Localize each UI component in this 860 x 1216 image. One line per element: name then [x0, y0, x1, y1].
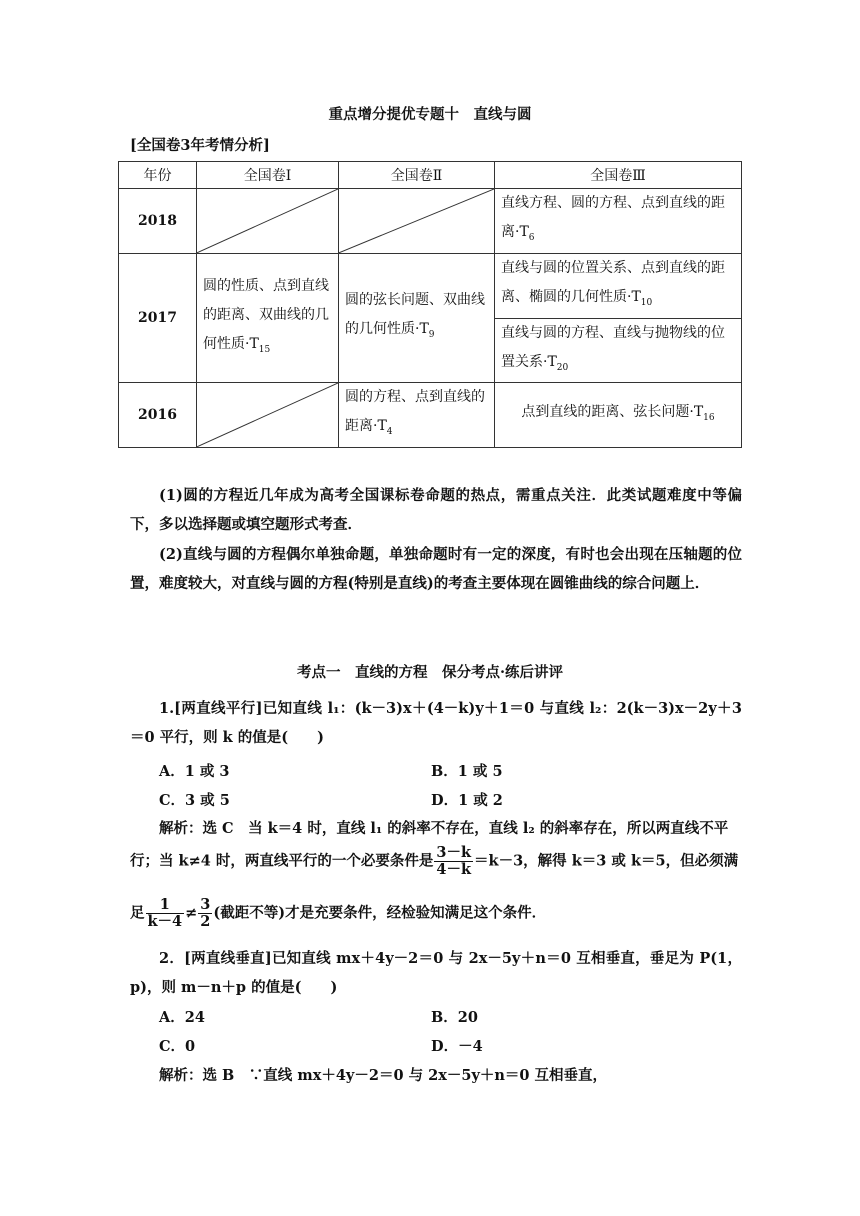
q2-option-d: D．－4 — [431, 1038, 483, 1055]
q2-option-c: C．0 — [159, 1038, 196, 1055]
q2-option-b: B．20 — [431, 1009, 478, 1026]
fraction: $\frac{1}{k-4}$ — [147, 896, 183, 930]
year-cell: 2018 — [119, 189, 197, 254]
header-paper-3: 全国卷Ⅲ — [495, 162, 742, 189]
empty-cell — [339, 189, 495, 254]
topic-cell: 直线与圆的方程、直线与抛物线的位置关系$\cdot T_{20}$ — [495, 318, 742, 383]
q1-solution-line-3: 足 $\frac{1}{k-4}$ ≠ $\frac{3}{2}$ (截距不等)才是充要条件，经检验知满足这个条件． — [130, 896, 547, 930]
header-paper-2: 全国卷Ⅱ — [339, 162, 495, 189]
kaodian-title: 考点一 直线的方程 保分考点·练后讲评 — [296, 664, 564, 681]
q1-solution-line-1: 解析：选 C 当 k＝4 时，直线 l₁ 的斜率不存在，直线 l₂ 的斜率存在，所以两直线不平 — [159, 820, 729, 837]
topic-cell: 圆的弦长问题、双曲线的几何性质$\cdot T_9$ — [339, 253, 495, 383]
topic-cell: 直线方程、圆的方程、点到直线的距离$\cdot T_6$ — [495, 189, 742, 254]
fraction: $\frac{3-k}{4-k}$ — [436, 844, 472, 878]
analysis-paragraph-2: (2)直线与圆的方程偶尔单独命题，单独命题时有一定的深度，有时也会出现在压轴题的位置，难度较大，对直线与圆的方程(特别是直线)的考查主要体现在圆锥曲线的综合问题上． — [130, 546, 742, 592]
question-2-stem: 2．[两直线垂直]已知直线 mx＋4y－2＝0 与 2x－5y＋n＝0 互相垂直，垂足为 P(1，p)，则 m－n＋p 的值是( ) — [130, 950, 742, 996]
q1-option-b: B．1 或 5 — [431, 763, 503, 780]
q1-option-c: C．3 或 5 — [159, 792, 230, 809]
table-row — [119, 253, 742, 318]
year-cell: 2017 — [119, 253, 197, 383]
topic-cell: 点到直线的距离、弦长问题$\cdot T_{16}$ — [495, 383, 742, 448]
q1-solution-line-2: 行；当 k≠4 时，两直线平行的一个必要条件是 $\frac{3-k}{4-k}$ ＝k－3，解得 k＝3 或 k＝5，但必须满 — [130, 844, 739, 878]
topic-cell: 直线与圆的位置关系、点到直线的距离、椭圆的几何性质$\cdot T_{10}$ — [495, 253, 742, 318]
header-year: 年份 — [119, 162, 197, 189]
empty-cell — [197, 189, 339, 254]
page-title: 重点增分提优专题十 直线与圆 — [328, 106, 532, 123]
q2-option-a: A．24 — [159, 1009, 205, 1026]
table-header-row — [119, 162, 742, 189]
topic-cell: 圆的方程、点到直线的距离$\cdot T_4$ — [339, 383, 495, 448]
table-row — [119, 383, 742, 448]
section-label: [全国卷3年考情分析] — [130, 137, 270, 154]
fraction: $\frac{3}{2}$ — [200, 896, 211, 930]
q2-solution-line-1: 解析：选 B ∵直线 mx＋4y－2＝0 与 2x－5y＋n＝0 互相垂直， — [159, 1067, 608, 1084]
year-cell: 2016 — [119, 383, 197, 448]
q1-option-d: D．1 或 2 — [431, 792, 503, 809]
empty-cell — [197, 383, 339, 448]
q1-option-a: A．1 或 3 — [159, 763, 230, 780]
analysis-paragraph-1: (1)圆的方程近几年成为高考全国课标卷命题的热点，需重点关注．此类试题难度中等偏下，多以选择题或填空题形式考查． — [130, 487, 742, 533]
exam-analysis-table — [118, 161, 742, 448]
table-row — [119, 189, 742, 254]
question-1-stem: 1.[两直线平行]已知直线 l₁：(k－3)x＋(4－k)y＋1＝0 与直线 l₂：2(k－3)x－2y＋3＝0 平行，则 k 的值是( ) — [130, 700, 742, 746]
topic-cell: 圆的性质、点到直线的距离、双曲线的几何性质$\cdot T_{15}$ — [197, 253, 339, 383]
header-paper-1: 全国卷Ⅰ — [197, 162, 339, 189]
